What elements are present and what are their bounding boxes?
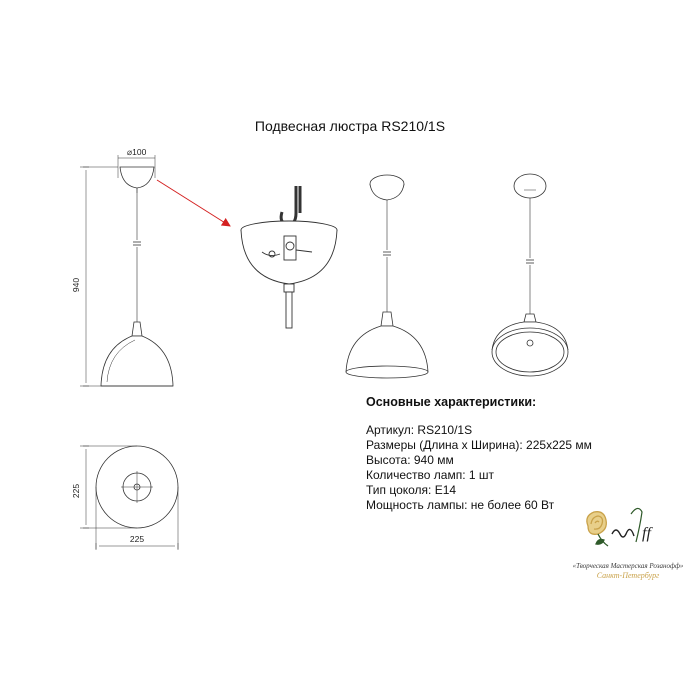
diameter-label: ⌀100 — [127, 147, 147, 157]
canopy-detail — [241, 186, 337, 328]
brand-name: «Творческая Мастерская Розанофф» — [572, 562, 684, 570]
script-mark — [612, 529, 634, 537]
spec-row-article: Артикул: RS210/1S — [366, 423, 473, 437]
perspective-view-lamp — [492, 174, 568, 376]
logo-text: ff — [642, 525, 651, 542]
brand-logo — [576, 504, 686, 558]
specifications — [366, 395, 592, 513]
height-label: 940 — [71, 277, 81, 293]
spec-row-height: Высота: 940 мм — [366, 453, 454, 467]
spec-row-socket: Тип цоколя: Е14 — [366, 483, 457, 497]
specs-heading: Основные характеристики: — [366, 395, 537, 409]
side-view-lamp — [346, 175, 428, 378]
top-view-height-label: 225 — [71, 483, 81, 499]
rose-icon — [587, 512, 608, 546]
spec-row-dimensions: Размеры (Длина х Ширина): 225х225 мм — [366, 438, 592, 452]
front-view — [80, 155, 173, 386]
top-view-width-label: 225 — [129, 534, 145, 544]
spec-row-lamp-count: Количество ламп: 1 шт — [366, 468, 494, 482]
page-title: Подвесная люстра RS210/1S — [254, 118, 446, 134]
detail-arrow — [157, 180, 230, 226]
spec-row-power: Мощность лампы: не более 60 Вт — [366, 498, 555, 512]
brand-city: Санкт-Петербург — [596, 571, 660, 580]
